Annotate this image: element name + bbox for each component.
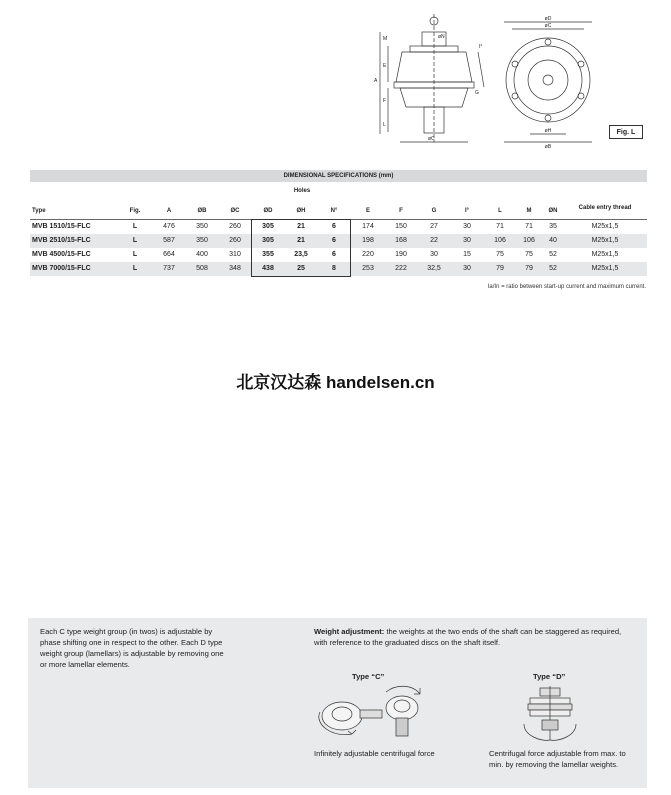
header-cable-entry: Cable entry thread (578, 205, 632, 211)
header-l: L (498, 208, 502, 214)
dim-f-label: F (383, 98, 387, 104)
table-row: MVB 1510/15-FLC L 476 350 260 305 21 6 174 150 27 30 71 71 35 M25x1,5 (32, 223, 619, 230)
header-c: ØC (230, 208, 240, 214)
header-i: I° (464, 208, 470, 214)
header-type: Type (32, 208, 46, 214)
dim-c-label: øC (428, 136, 435, 142)
dim-d-front-label: øD (544, 16, 552, 22)
header-a: A (166, 208, 172, 214)
header-fig: Fig. (129, 208, 141, 214)
dim-l-label: L (383, 122, 386, 128)
type-d-weights-illustration (516, 684, 584, 744)
table-row: MVB 4500/15-FLC L 664 400 310 355 23,5 6 220 190 30 15 75 75 52 M25x1,5 (32, 251, 619, 258)
weight-group-description: Each C type weight group (in twos) is adjustable by phase shifting one in respect to the other. Each D type weight group (lamellars) is adjustable by removing one or more lamellar elements. (40, 627, 224, 669)
dim-b-front-label: øB (544, 144, 552, 150)
holes-column-box (251, 219, 351, 277)
table-row: MVB 7000/15-FLC L 737 508 348 438 25 8 253 222 32,5 30 79 79 52 M25x1,5 (30, 262, 647, 276)
dim-m-label: M (383, 36, 388, 42)
weight-adjustment-text (314, 626, 624, 648)
weight-adjustment-title: Weight adjustment: (314, 627, 385, 636)
type-d-caption: Centrifugal force adjustable from max. to min. by removing the lamellar weights. (489, 749, 626, 769)
dim-c-front-label: øC (544, 23, 552, 29)
header-m: M (526, 208, 532, 214)
motor-front-view-drawing (500, 12, 598, 150)
watermark-text: 北京汉达森 handelsen.cn (236, 373, 435, 392)
dim-n-label: øN (438, 34, 445, 40)
dim-e-label: E (383, 63, 387, 69)
type-c-caption: Infinitely adjustable centrifugal force (314, 749, 435, 758)
header-b: ØB (197, 208, 207, 214)
header-f: F (399, 208, 403, 214)
motor-side-view-drawing (372, 12, 490, 150)
dim-i-label: I° (479, 44, 483, 50)
dim-a-label: A (374, 78, 378, 84)
type-c-label: Type “C” (352, 672, 385, 681)
weight-adjustment-body: the weights at the two ends of the shaft can be staggered as required, with reference to the graduated discs on the shaft itself. (314, 627, 622, 647)
type-d-label: Type “D” (533, 672, 566, 681)
header-g: G (431, 208, 437, 214)
table-row: MVB 2510/15-FLC L 587 350 260 305 21 6 198 168 22 30 106 106 40 M25x1,5 (30, 234, 647, 248)
table-footnote: Ia/In = ratio between start-up current and maximum current. (487, 284, 646, 290)
dim-g-label: G (475, 90, 479, 96)
holes-group-header: Holes (293, 188, 311, 194)
header-e: E (365, 208, 370, 214)
header-h: ØH (296, 208, 306, 214)
table-title: DIMENSIONAL SPECIFICATIONS (mm) (30, 170, 647, 182)
type-c-weights-illustration (312, 684, 434, 744)
header-n-diam: ØN (548, 208, 558, 214)
dim-h-front-label: øH (544, 128, 552, 134)
header-n: N° (330, 208, 338, 214)
figure-label: Fig. L (609, 125, 643, 139)
header-d: ØD (263, 208, 273, 214)
